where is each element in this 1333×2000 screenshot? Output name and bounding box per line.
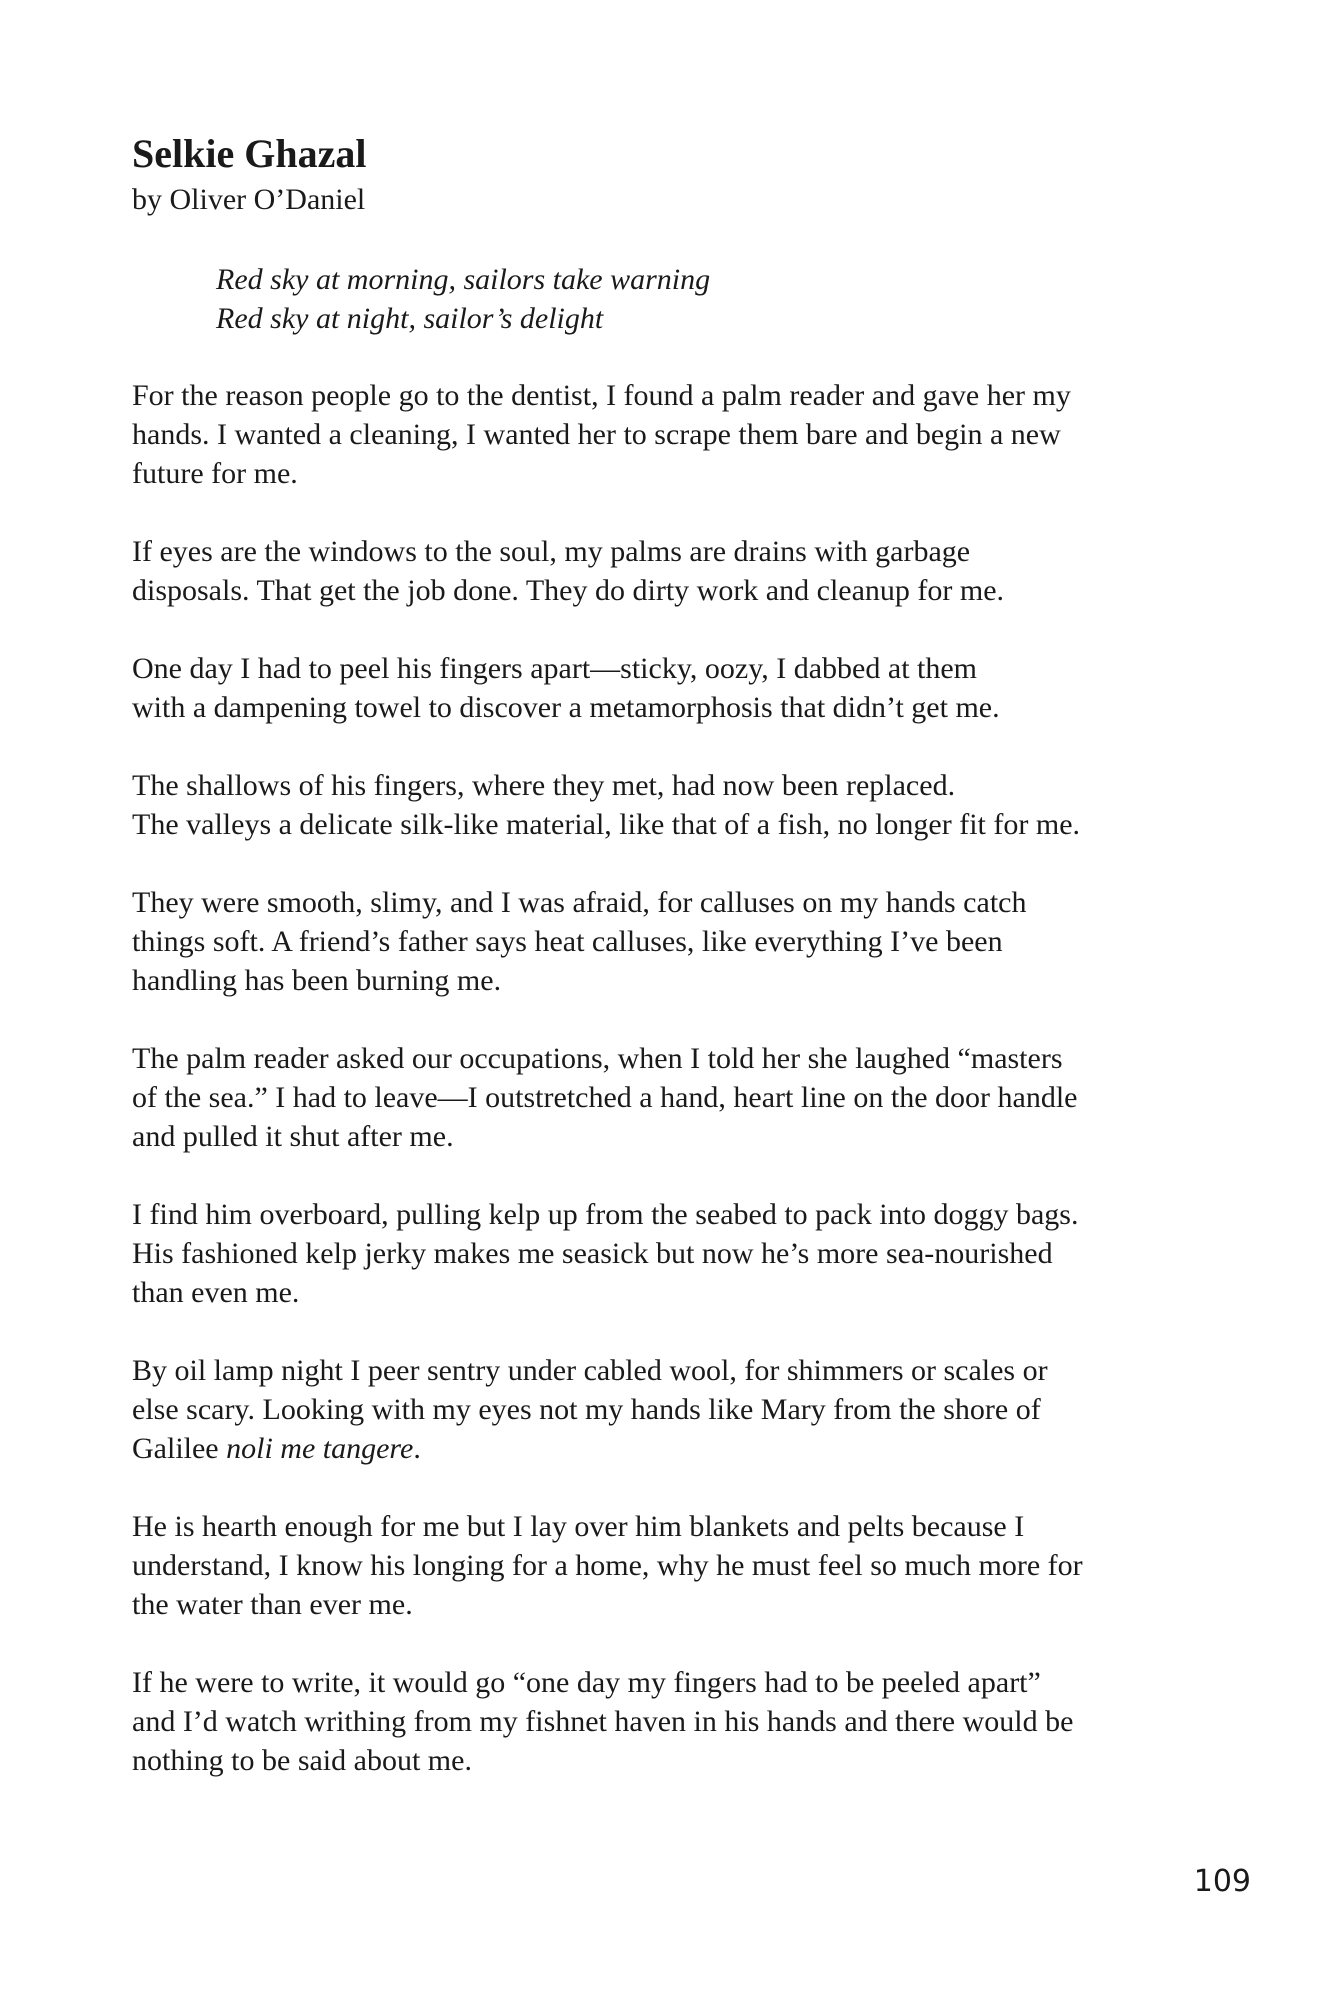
stanza-5	[132, 883, 1212, 1000]
stanza-7	[132, 1195, 1212, 1312]
poem-line: By oil lamp night I peer sentry under cabled wool, for shimmers or scales or	[132, 1354, 1048, 1387]
poem-line: If he were to write, it would go “one day my fingers had to be peeled apart”	[132, 1666, 1041, 1699]
stanza-3	[132, 649, 1212, 727]
poem-line: with a dampening towel to discover a metamorphosis that didn’t get me.	[132, 691, 1000, 724]
stanza-9	[132, 1507, 1212, 1624]
epigraph	[216, 260, 1212, 338]
epigraph-line: Red sky at morning, sailors take warning	[216, 263, 711, 296]
epigraph-line: Red sky at night, sailor’s delight	[216, 302, 604, 335]
poem-line: hands. I wanted a cleaning, I wanted her to scrape them bare and begin a new	[132, 418, 1061, 451]
italic-phrase: noli me tangere	[226, 1432, 414, 1465]
poem-line: than even me.	[132, 1276, 300, 1309]
poem-line: They were smooth, slimy, and I was afraid, for calluses on my hands catch	[132, 886, 1027, 919]
poem-line: I find him overboard, pulling kelp up from the seabed to pack into doggy bags.	[132, 1198, 1079, 1231]
line-prefix: Galilee	[132, 1432, 227, 1465]
poem-line: The valleys a delicate silk-like material, like that of a fish, no longer fit for me.	[132, 808, 1081, 841]
poem-line: understand, I know his longing for a home, why he must feel so much more for	[132, 1549, 1083, 1582]
poem-line: of the sea.” I had to leave—I outstretched a hand, heart line on the door handle	[132, 1081, 1078, 1114]
poem-line: else scary. Looking with my eyes not my hands like Mary from the shore of	[132, 1393, 1041, 1426]
poem-line: The shallows of his fingers, where they met, had now been replaced.	[132, 769, 956, 802]
poem-line: the water than ever me.	[132, 1588, 413, 1621]
poem-line: and pulled it shut after me.	[132, 1120, 454, 1153]
poem-line	[132, 1429, 1212, 1468]
poem-line: If eyes are the windows to the soul, my palms are drains with garbage	[132, 535, 971, 568]
page-number: 109	[1193, 1864, 1251, 1899]
poem-byline: by Oliver O’Daniel	[132, 183, 366, 216]
stanza-2	[132, 532, 1212, 610]
poem-line: He is hearth enough for me but I lay over him blankets and pelts because I	[132, 1510, 1025, 1543]
poem-line: future for me.	[132, 457, 298, 490]
poem-line: nothing to be said about me.	[132, 1744, 472, 1777]
line-suffix: .	[413, 1432, 421, 1465]
poem-body	[132, 128, 1212, 1819]
poem-line: disposals. That get the job done. They do dirty work and cleanup for me.	[132, 574, 1005, 607]
poem-line: His fashioned kelp jerky makes me seasick but now he’s more sea-nourished	[132, 1237, 1053, 1270]
poem-line: The palm reader asked our occupations, when I told her she laughed “masters	[132, 1042, 1063, 1075]
poem-title: Selkie Ghazal	[132, 131, 367, 176]
poem-line: and I’d watch writhing from my fishnet haven in his hands and there would be	[132, 1705, 1074, 1738]
stanza-10	[132, 1663, 1212, 1780]
stanza-6	[132, 1039, 1212, 1156]
poem-line: One day I had to peel his fingers apart—sticky, oozy, I dabbed at them	[132, 652, 978, 685]
stanza-8	[132, 1351, 1212, 1468]
stanza-4	[132, 766, 1212, 844]
poem-line: handling has been burning me.	[132, 964, 502, 997]
stanza-1	[132, 376, 1212, 493]
poem-line: things soft. A friend’s father says heat calluses, like everything I’ve been	[132, 925, 1003, 958]
poem-line: For the reason people go to the dentist, I found a palm reader and gave her my	[132, 379, 1071, 412]
